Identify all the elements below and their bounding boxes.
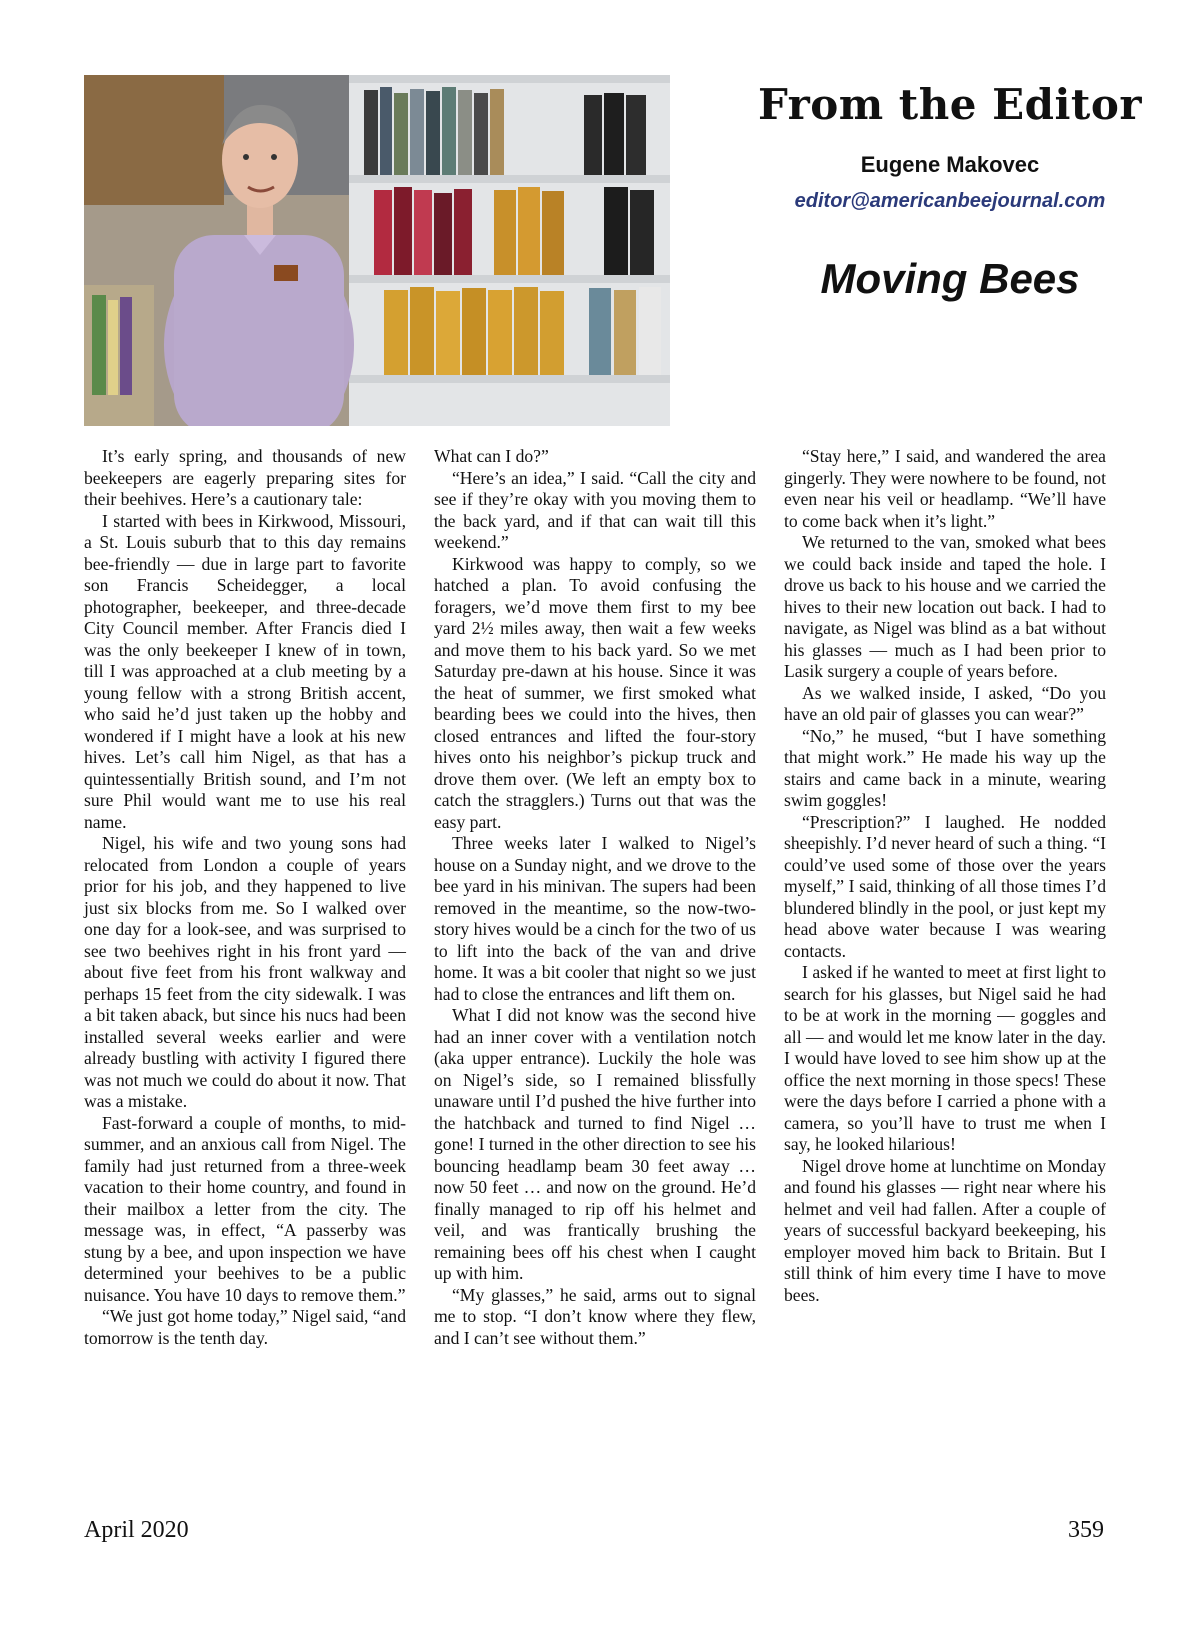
page-number: 359 xyxy=(1068,1517,1104,1543)
paragraph: I asked if he wanted to meet at first light to search for his glasses, but Nigel said he had to be at work in the morning — goggles and all — and would let me know later in the day. I would have loved to see him show up at the office the next morning in those specs! These were the days before I carried a phone with a camera, so you’ll have to trust me when I say, he looked hilarious! xyxy=(784,962,1106,1154)
editor-photo-icon xyxy=(84,75,670,426)
paragraph: We returned to the van, smoked what bees we could back inside and taped the hole. I drove us back to his house and we carried the hives to their new location out back. I had to navigate, as Nigel was blind as a bat without his glasses — much as I had been prior to Lasik surgery a couple of years before. xyxy=(784,532,1106,681)
paragraph: “Stay here,” I said, and wandered the area gingerly. They were nowhere to be found, not even near his veil or headlamp. “We’ll have to come back when it’s light.” xyxy=(784,446,1106,531)
section-title: From the Editor xyxy=(758,80,1142,129)
paragraph: As we walked inside, I asked, “Do you have an old pair of glasses you can wear?” xyxy=(784,682,1106,724)
editor-photo xyxy=(84,75,670,426)
paragraph: Nigel, his wife and two young sons had relocated from London a couple of years prior for his job, and they happened to live just six blocks from me. So I walked over one day for a look-see, and was surprised to see two beehives right in his front yard — about five feet from his front walkway and perhaps 15 feet from the city sidewalk. I was a bit taken aback, but since his nucs had been installed several weeks earlier and were already bustling with activity I figured there was not much we could do about it now. That was a mistake. xyxy=(84,833,406,1111)
article-column-3 xyxy=(784,446,1106,1306)
paragraph: “Here’s an idea,” I said. “Call the city and see if they’re okay with you moving them to the back yard, and if that can wait till this weekend.” xyxy=(434,467,756,552)
paragraph: “My glasses,” he said, arms out to signal me to stop. “I don’t know where they flew, and I can’t see without them.” xyxy=(434,1284,756,1348)
issue-date: April 2020 xyxy=(84,1517,189,1543)
paragraph: What I did not know was the second hive had an inner cover with a ventilation notch (aka upper entrance). Luckily the hole was on Nigel’s side, so I remained blissfully unaware until I’d pushed the hive further into the hatchback and turned to find Nigel … gone! I turned in the other direction to see his bouncing headlamp beam 30 feet away … now 50 feet … and now on the ground. He’d finally managed to rip off his helmet and veil, and was frantically brushing the remaining bees off his chest when I caught up with him. xyxy=(434,1005,756,1283)
article-headline: Moving Bees xyxy=(820,255,1080,302)
author-name: Eugene Makovec xyxy=(860,152,1040,177)
paragraph: Fast-forward a couple of months, to mid-summer, and an anxious call from Nigel. The family had just returned from a three-week vacation to their home country, and found in their mailbox a letter from the city. The message was, in effect, “A passerby was stung by a bee, and upon inspection we have determined your beehives to be a public nuisance. You have 10 days to remove them.” xyxy=(84,1112,406,1305)
article-column-2 xyxy=(434,446,756,1349)
paragraph: It’s early spring, and thousands of new beekeepers are eagerly preparing sites for their beehives. Here’s a cautionary tale: xyxy=(84,446,406,509)
paragraph: Three weeks later I walked to Nigel’s house on a Sunday night, and we drove to the bee yard in his minivan. The supers had been removed in the meantime, so the now-two-story hives would be a cinch for the two of us to lift into the back of the van and drive home. It was a bit cooler that night so we just had to close the entrances and lift them on. xyxy=(434,833,756,1004)
paragraph: “Prescription?” I laughed. He nodded sheepishly. I’d never heard of such a thing. “I could’ve used some of those over the years myself,” I said, thinking of all those times I’d blundered blindly in the pool, or just kept my head above water because I was wearing contacts. xyxy=(784,811,1106,961)
paragraph: I started with bees in Kirkwood, Missouri, a St. Louis suburb that to this day remains bee-friendly — due in large part to favorite son Francis Scheidegger, a local photographer, beekeeper, and three-decade City Council member. After Francis died I was the only beekeeper I knew of in town, till I was approached at a club meeting by a young fellow with a strong British accent, who said he’d just taken up the hobby and wondered if I might have a look at his new hives. Let’s call him Nigel, as that has a quintessentially British sound, and I’m not sure Phil would want me to use his real name. xyxy=(84,510,406,832)
paragraph: “No,” he mused, “but I have something that might work.” He made his way up the stairs and came back in a minute, wearing swim goggles! xyxy=(784,725,1106,810)
article-column-1 xyxy=(84,446,406,1349)
paragraph: What can I do?” xyxy=(434,446,549,466)
author-email-link[interactable]: editor@americanbeejournal.com xyxy=(794,190,1106,212)
paragraph: “We just got home today,” Nigel said, “and tomorrow is the tenth day. xyxy=(84,1306,406,1348)
paragraph: Kirkwood was happy to comply, so we hatched a plan. To avoid confusing the foragers, we’d move them first to my bee yard 2½ miles away, then wait a few weeks and move them to his back yard. So we met Saturday pre-dawn at his house. Since it was the heat of summer, we first smoked what bearding bees we could into the hives, then closed entrances and lifted the four-story hives onto his neighbor’s pickup truck and drove them over. (We left an empty box to catch the stragglers.) Turns out that was the easy part. xyxy=(434,553,756,832)
paragraph: Nigel drove home at lunchtime on Monday and found his glasses — right near where his helmet and veil had fallen. After a couple of years of successful backyard beekeeping, his employer moved him back to Britain. But I still think of him every time I have to move bees. xyxy=(784,1155,1106,1305)
editorial-header xyxy=(740,80,1160,303)
